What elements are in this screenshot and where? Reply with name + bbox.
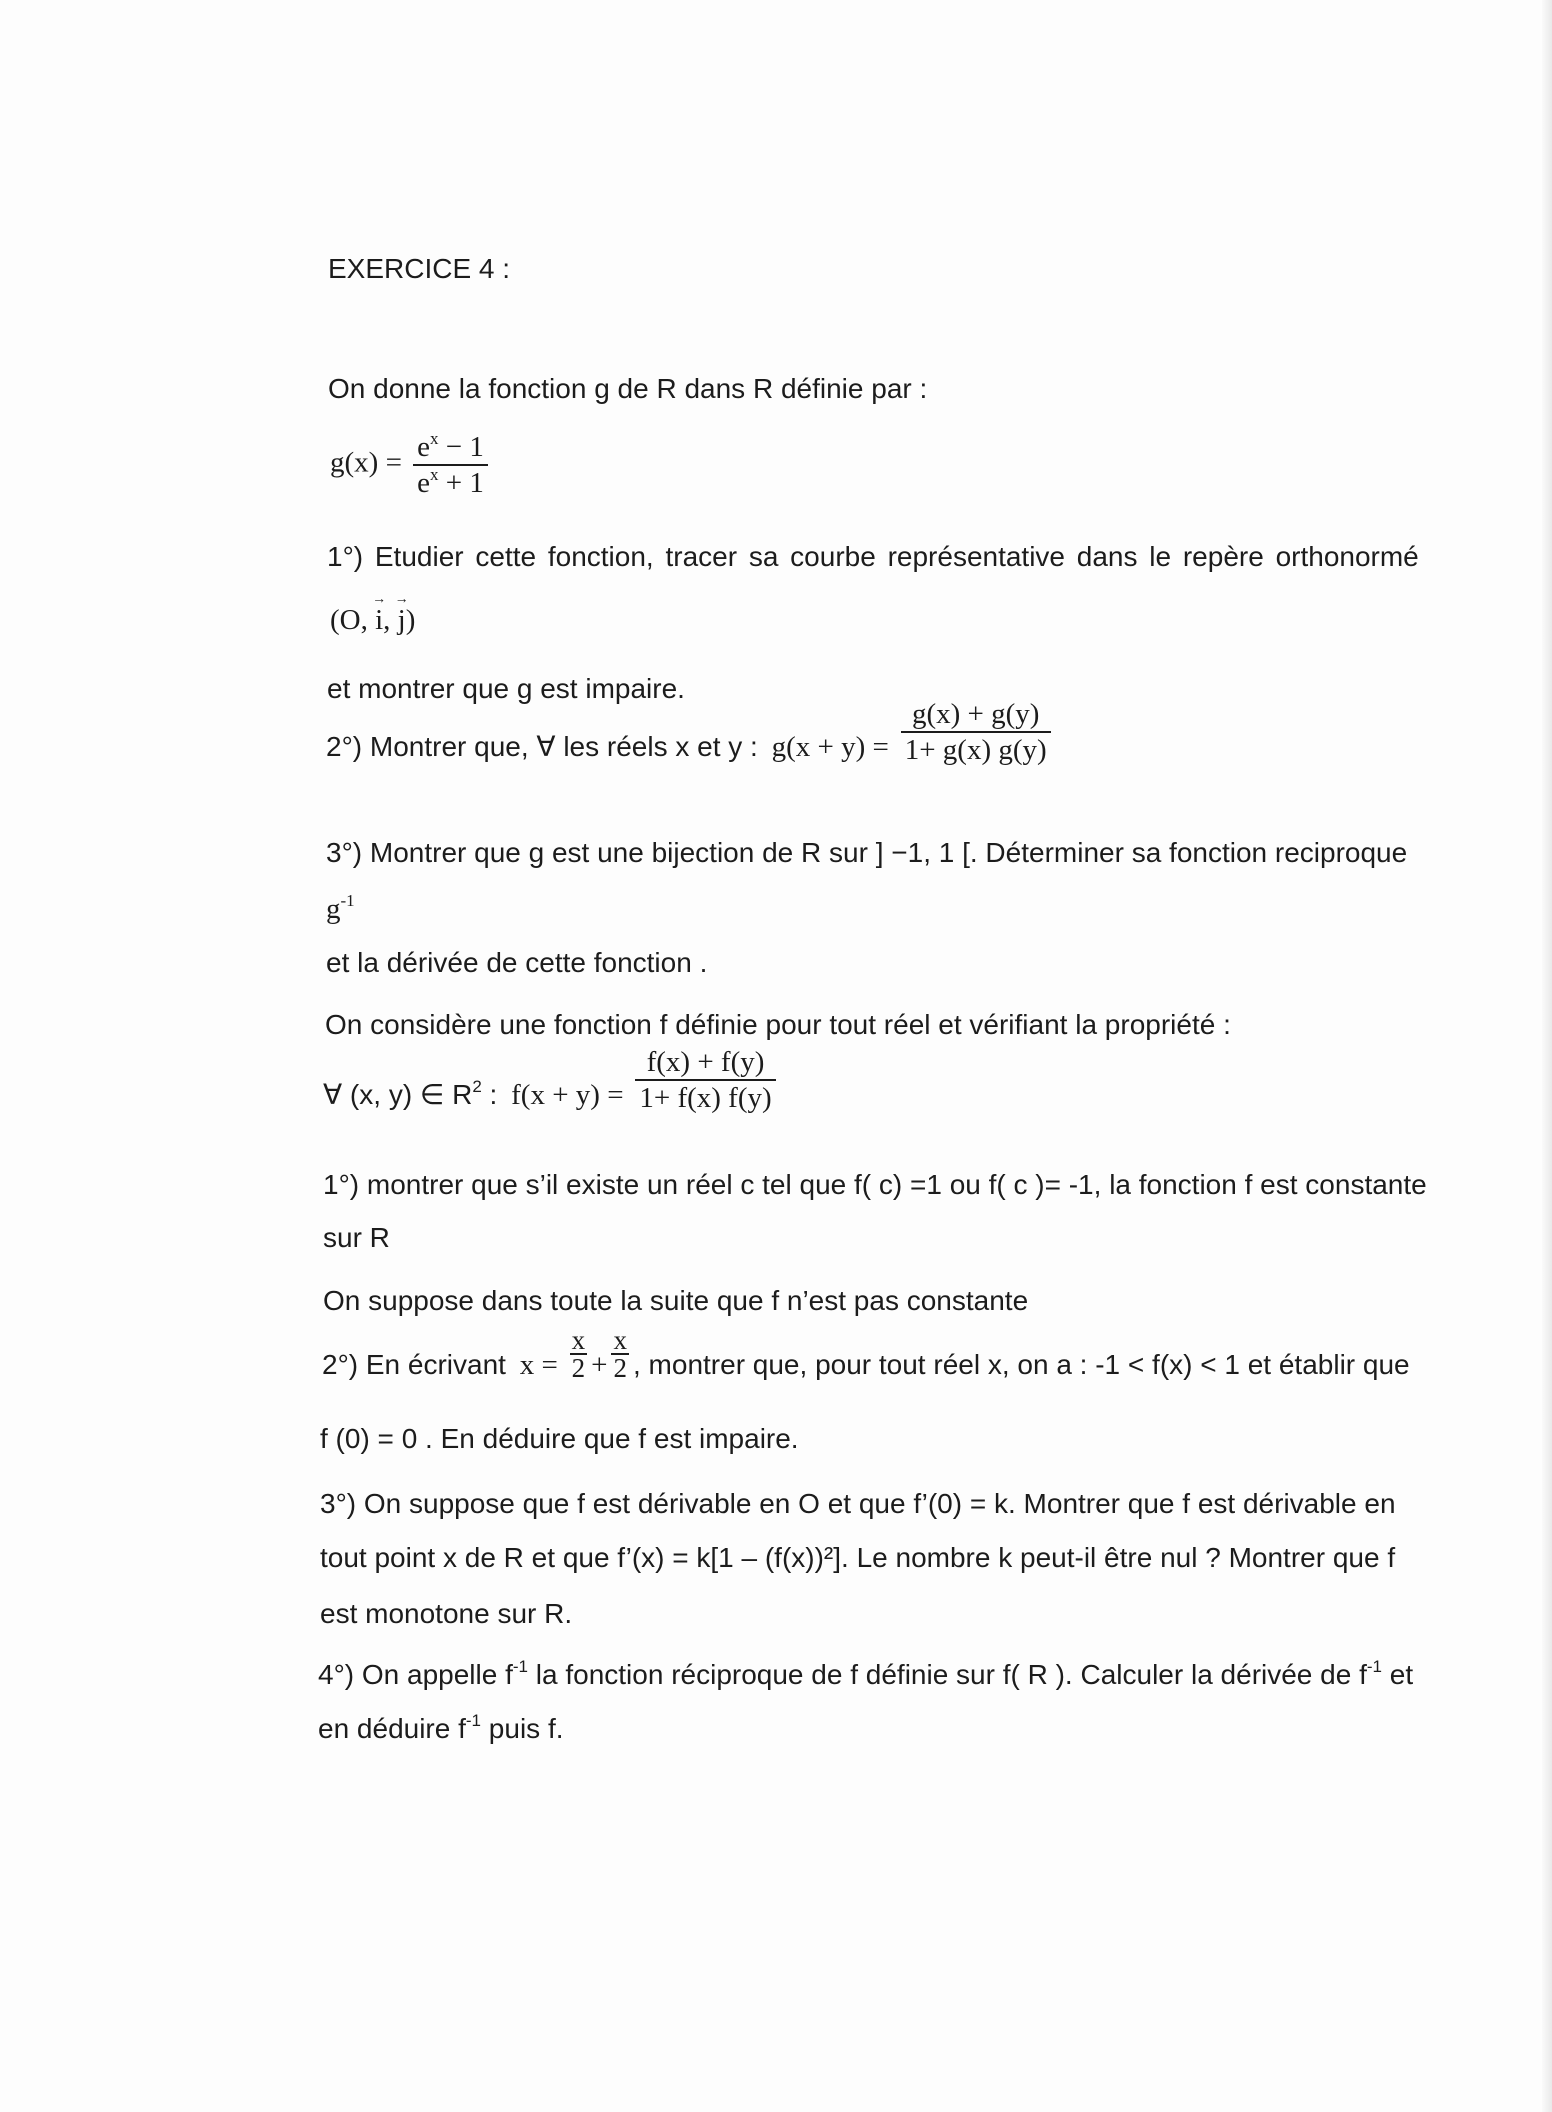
q2-half-fraction-a: $\frac{x}{2}$: [571, 1324, 586, 1383]
f-property: [323, 1045, 780, 1115]
q2-fraction: [901, 697, 1051, 767]
q2-denominator: 1+ g(x) g(y): [904, 733, 1047, 766]
property-prefix: ∀ (x, y) ∈ $R^2$ :: [323, 1077, 498, 1110]
part2-q3-line3: est monotone sur R.: [320, 1598, 573, 1629]
g-def-lhs: g(x) =: [330, 446, 402, 479]
g-inverse: $g^{-1}$: [326, 891, 355, 925]
property-lhs: f(x + y) =: [511, 1079, 624, 1111]
part2-q3-line2: tout point x de R et que f’(x) = k[1 – (f(x))²]. Le nombre k peut-il être nul ? Montrer que f: [320, 1542, 1396, 1573]
intro-text: On donne la fonction g de R dans R définie par :: [328, 373, 928, 404]
part2-q2-line1: 2°) En écrivant x = $\frac{x}{2}$ + $\frac{x}{2}$ , montrer que, pour tout réel x, on a : -1 < f(x) < 1 et établir que: [322, 1324, 1410, 1383]
part2-q3-line1: 3°) On suppose que f est dérivable en O et que f’(0) = k. Montrer que f est dérivable en: [320, 1488, 1396, 1519]
g-definition: [330, 430, 492, 500]
q3-text: 3°) Montrer que g est une bijection de R sur ] −1, 1 [. Déterminer sa fonction reciproque: [326, 837, 1408, 868]
g-def-denominator: $e^x + 1$: [417, 465, 484, 499]
part2-q4-line1: 4°) On appelle $f^{-1}$ la fonction réciproque de f définie sur f( R ). Calculer la dérivée de $f^{-1}$ et: [318, 1657, 1414, 1690]
property-numerator: f(x) + f(y): [635, 1045, 775, 1081]
q2-half-fraction-b: $\frac{x}{2}$: [613, 1324, 627, 1383]
q3-tail: et la dérivée de cette fonction .: [326, 947, 708, 978]
q1-frame: (O, → i, → j): [330, 603, 415, 637]
assumption-text: On suppose dans toute la suite que f n’est pas constante: [323, 1285, 1029, 1316]
property-fraction: [635, 1045, 775, 1115]
property-denominator: 1+ f(x) f(y): [639, 1081, 772, 1114]
g-def-fraction: [413, 430, 488, 500]
part2-q4-line2: en déduire $f^{-1}$ puis f.: [318, 1711, 564, 1744]
g-def-numerator: $e^x - 1$: [413, 430, 488, 466]
q1-tail: et montrer que g est impaire.: [327, 673, 685, 704]
part2-q2-line2: f (0) = 0 . En déduire que f est impaire.: [320, 1423, 799, 1454]
part2-q1-line2: sur R: [323, 1222, 390, 1253]
q2-lhs: g(x + y) =: [771, 731, 889, 763]
scan-edge-shadow: [1542, 0, 1552, 2112]
q2-line: [326, 697, 1055, 767]
q2-numerator: g(x) + g(y): [901, 697, 1051, 733]
exercise-title: EXERCICE 4 :: [328, 253, 511, 284]
part2-intro: On considère une fonction f définie pour tout réel et vérifiant la propriété :: [325, 1009, 1231, 1040]
q2-text: 2°) Montrer que, ∀ les réels x et y :: [326, 731, 758, 762]
part2-q1-line1: 1°) montrer que s’il existe un réel c tel que f( c) =1 ou f( c )= -1, la fonction f est constante: [323, 1169, 1427, 1200]
q1-text: 1°) Etudier cette fonction, tracer sa courbe représentative dans le repère orthonormé: [327, 541, 1419, 572]
